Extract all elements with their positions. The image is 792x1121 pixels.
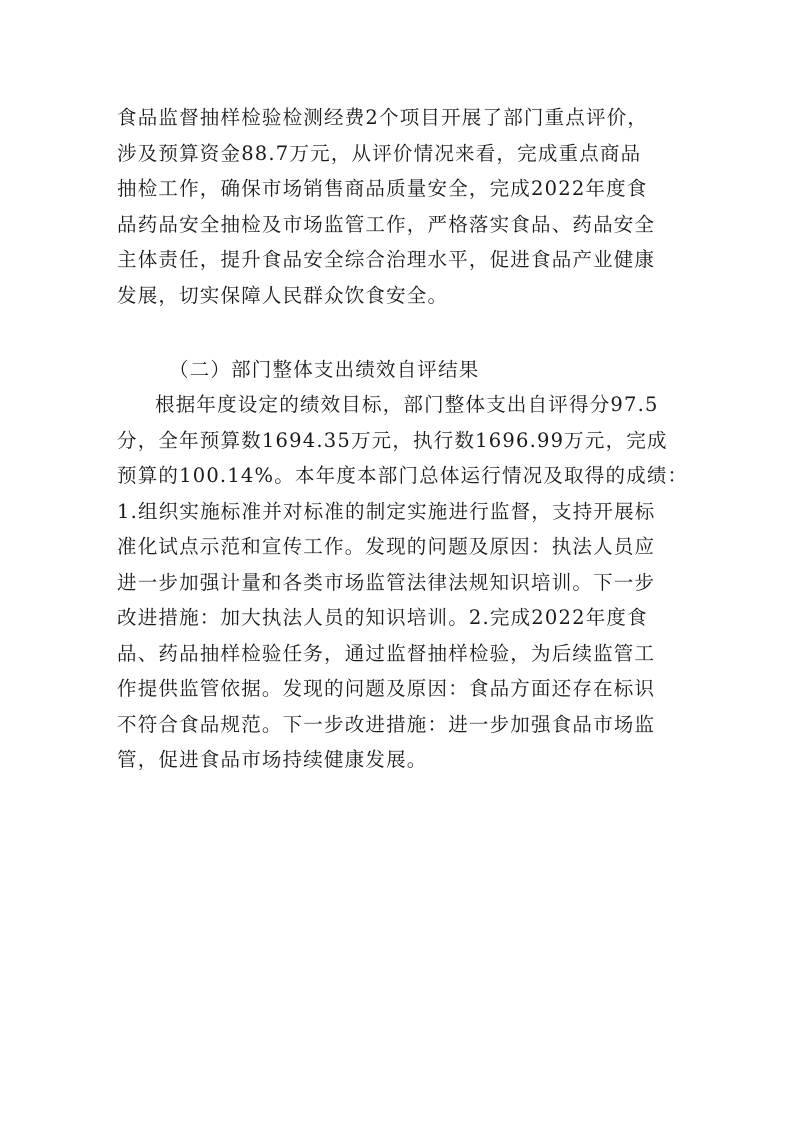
paragraph-line: 品、药品抽样检验任务，通过监督抽样检验，为后续监管工 [117,641,656,665]
paragraph-line: 管，促进食品市场持续健康发展。 [117,748,428,771]
section-heading-block [117,352,677,388]
paragraph-line: 品药品安全抽检及市场监管工作，严格落实食品、药品安全 [117,212,656,236]
section-heading: （二）部门整体支出绩效自评结果 [169,358,480,381]
paragraph-line: 食品监督抽样检验检测经费2个项目开展了部门重点评价， [117,106,649,129]
paragraph-line: 涉及预算资金88.7万元，从评价情况来看，完成重点商品 [117,141,642,165]
paragraph-line: 不符合食品规范。下一步改进措施：进一步加强食品市场监 [117,712,656,736]
paragraph-line: 发展，切实保障人民群众饮食安全。 [117,283,449,307]
paragraph-line: 改进措施：加大执法人员的知识培训。2.完成2022年度食 [117,606,648,629]
paragraph-line: 分，全年预算数1694.35万元，执行数1696.99万元，完成 [117,428,668,452]
paragraph-line: 1.组织实施标准并对标准的制定实施进行监督，支持开展标 [117,499,656,523]
paragraph-self-evaluation-results [117,387,689,778]
paragraph-line: 根据年度设定的绩效目标，部门整体支出自评得分97.5 [155,393,659,416]
paragraph-line: 进一步加强计量和各类市场监管法律法规知识培训。下一步 [117,570,656,594]
paragraph-line: 作提供监管依据。发现的问题及原因：食品方面还存在标识 [117,677,656,700]
paragraph-line: 准化试点示范和宣传工作。发现的问题及原因：执法人员应 [117,535,656,558]
paragraph-line: 预算的100.14%。本年度本部门总体运行情况及取得的成绩： [117,464,689,487]
paragraph-evaluation-summary [117,100,677,313]
paragraph-line: 抽检工作，确保市场销售商品质量安全，完成2022年度食 [117,177,648,200]
paragraph-line: 主体责任，提升食品安全综合治理水平，促进食品产业健康 [117,248,656,271]
